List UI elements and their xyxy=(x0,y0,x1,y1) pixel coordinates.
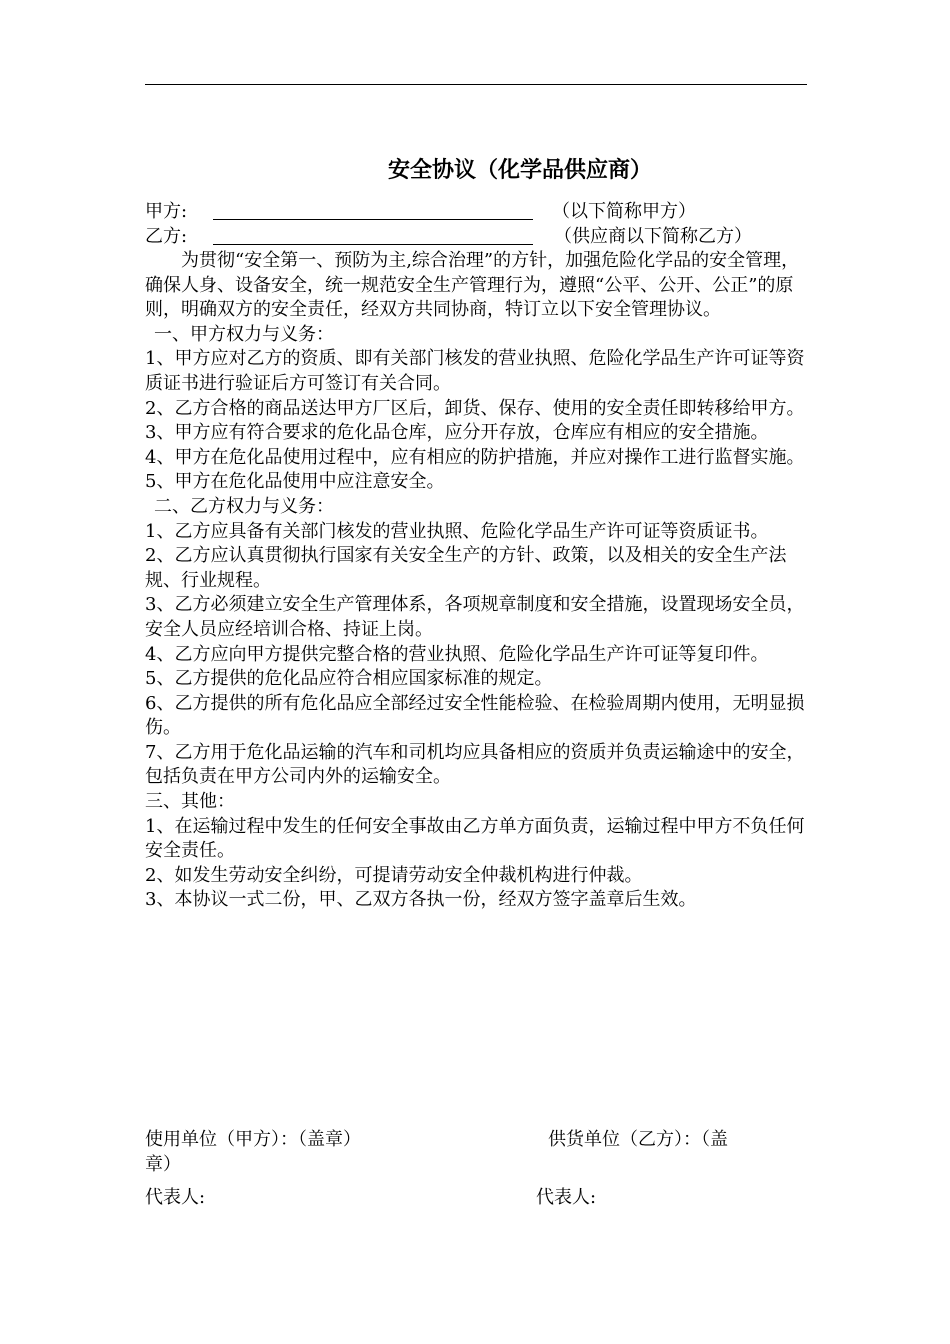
party-b-representative[interactable]: 代表人: xyxy=(536,1187,597,1208)
section-1-item: 5、甲方在危化品使用中应注意安全。 xyxy=(145,471,445,493)
section-1-item: 4、甲方在危化品使用过程中，应有相应的防护措施，并应对操作工进行监督实施。 xyxy=(145,446,805,468)
party-a-label: 甲方: xyxy=(145,201,188,222)
section-3-heading: 三、其他： xyxy=(145,791,235,813)
agreement-body xyxy=(145,249,815,913)
section-2-item: 7、乙方用于危化品运输的汽车和司机均应具备相应的资质并负责运输途中的安全，包括负责在甲方公司内外的运输安全。 xyxy=(145,741,805,788)
party-b-blank[interactable] xyxy=(213,224,533,245)
party-b-label: 乙方: xyxy=(145,226,188,247)
section-1-item: 1、甲方应对乙方的资质、即有关部门核发的营业执照、危险化学品生产许可证等资质证书进行验证后方可签订有关合同。 xyxy=(145,348,805,394)
party-a-representative[interactable]: 代表人: xyxy=(145,1187,206,1208)
header-rule xyxy=(145,84,807,85)
section-2-item: 1、乙方应具备有关部门核发的营业执照、危险化学品生产许可证等资质证书。 xyxy=(145,520,769,542)
document-title: 安全协议（化学品供应商） xyxy=(387,158,652,183)
section-3-item: 1、在运输过程中发生的任何安全事故由乙方单方面负责，运输过程中甲方不负任何安全责任。 xyxy=(145,815,805,862)
section-3-item: 3、本协议一式二份，甲、乙双方各执一份，经双方签字盖章后生效。 xyxy=(145,889,697,911)
party-a-unit-label: 使用单位（甲方）：（盖章） xyxy=(145,1129,361,1150)
party-a-blank[interactable] xyxy=(213,199,533,220)
party-b-unit-wrap: 章） xyxy=(145,1154,181,1175)
party-b-unit-label: 供货单位（乙方）：（盖 xyxy=(548,1129,728,1150)
party-b-note: （供应商以下简称乙方） xyxy=(554,226,752,247)
section-2-item: 3、乙方必须建立安全生产管理体系，各项规章制度和安全措施，设置现场安全员，安全人员应经培训合格、持证上岗。 xyxy=(145,594,805,640)
section-2-heading: 二、乙方权力与义务： xyxy=(154,495,334,517)
party-b-line xyxy=(145,224,825,250)
section-1-item: 3、甲方应有符合要求的危化品仓库，应分开存放，仓库应有相应的安全措施。 xyxy=(145,422,769,444)
section-2-item: 4、乙方应向甲方提供完整合格的营业执照、危险化学品生产许可证等复印件。 xyxy=(145,643,769,665)
section-2-item: 5、乙方提供的危化品应符合相应国家标准的规定。 xyxy=(145,668,553,690)
intro-paragraph: 为贯彻“安全第一、预防为主,综合治理”的方针，加强危险化学品的安全管理，确保人身、设备安全，统一规范安全生产管理行为，遵照“公平、公开、公正”的原则，明确双方的安全责任，经双方共同协商，特订立以下安全管理协议。 xyxy=(145,250,800,321)
party-a-note: （以下简称甲方） xyxy=(552,201,696,222)
section-2-item: 6、乙方提供的所有危化品应全部经过安全性能检验、在检验周期内使用，无明显损伤。 xyxy=(145,692,805,739)
section-1-heading: 一、甲方权力与义务： xyxy=(154,323,334,345)
section-1-item: 2、乙方合格的商品送达甲方厂区后，卸货、保存、使用的安全责任即转移给甲方。 xyxy=(145,397,805,419)
section-2-item: 2、乙方应认真贯彻执行国家有关安全生产的方针、政策，以及相关的安全生产法规、行业规程。 xyxy=(145,545,787,591)
party-a-line xyxy=(145,199,825,225)
section-3-item: 2、如发生劳动安全纠纷，可提请劳动安全仲裁机构进行仲裁。 xyxy=(145,864,643,886)
